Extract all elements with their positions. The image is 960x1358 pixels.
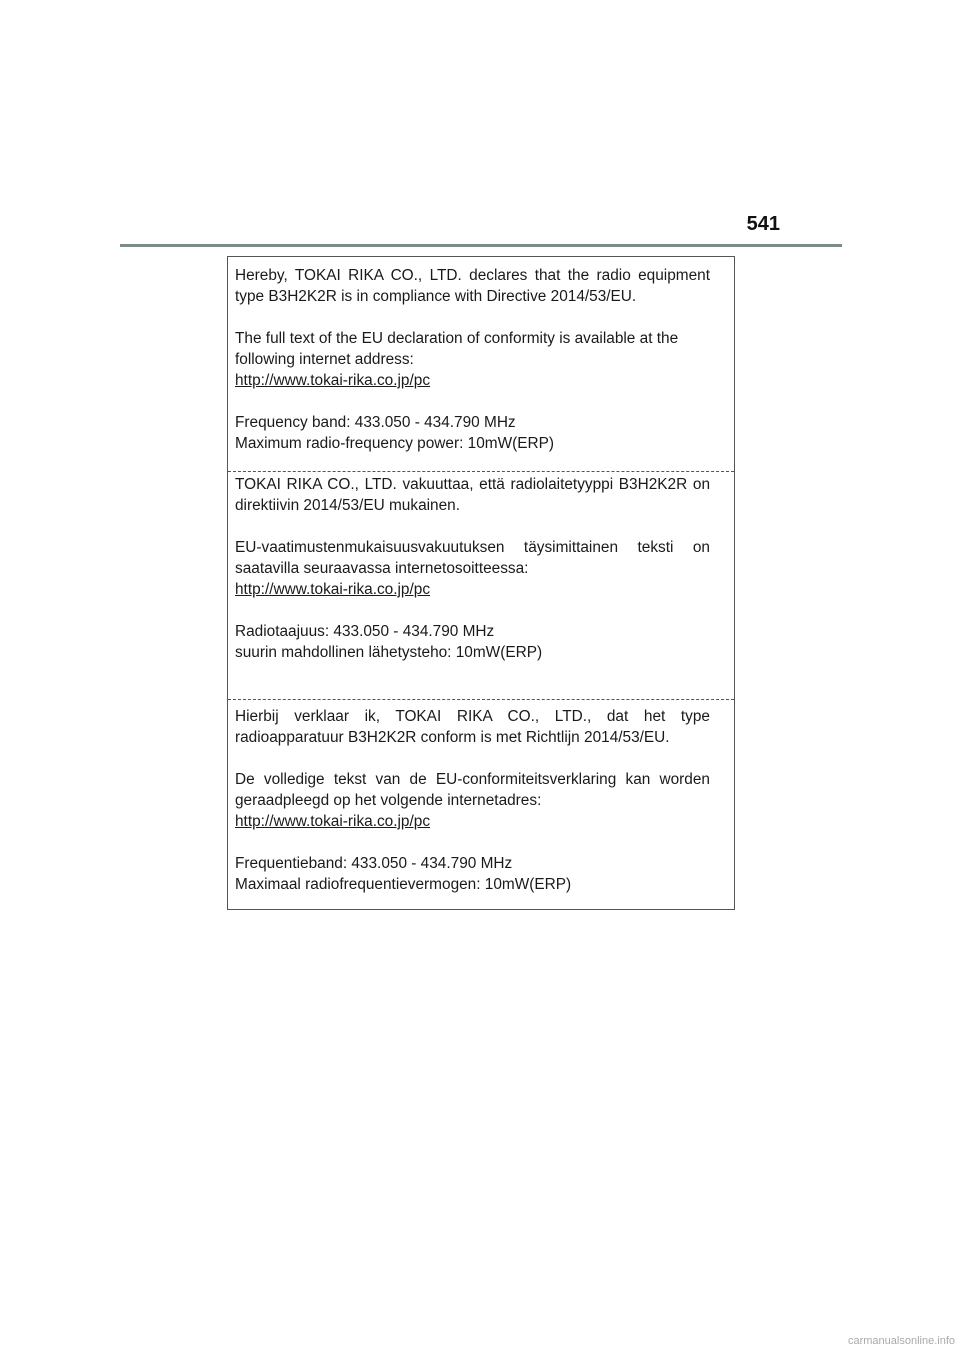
declaration-url-link[interactable]: http://www.tokai-rika.co.jp/pc <box>235 581 431 598</box>
max-power: Maximaal radiofrequentievermogen: 10mW(ERP) <box>235 876 572 893</box>
watermark: carmanualsonline.info <box>847 1335 955 1347</box>
declaration-section-finnish <box>228 474 734 700</box>
declaration-availability <box>235 537 710 600</box>
declaration-specs <box>235 621 710 663</box>
declaration-box <box>227 256 735 910</box>
declaration-section-english <box>228 265 734 472</box>
availability-line: EU-vaatimustenmukaisuusvakuutuksen täysimittainen teksti on <box>235 539 710 556</box>
availability-line: saatavilla seuraavassa internetosoitteessa: <box>235 560 529 577</box>
declaration-url-link[interactable]: http://www.tokai-rika.co.jp/pc <box>235 813 431 830</box>
header-rule <box>120 244 842 247</box>
declaration-specs <box>235 853 710 895</box>
frequency-band: Frequentieband: 433.050 - 434.790 MHz <box>235 855 513 872</box>
page-number: 541 <box>746 213 780 235</box>
availability-line: geraadpleegd op het volgende internetadres: <box>235 792 542 809</box>
declaration-intro: Hereby, TOKAI RIKA CO., LTD. declares that the radio equipment type B3H2K2R is in compliance with Directive 2014/53/EU. <box>235 267 710 305</box>
availability-line: The full text of the EU declaration of conformity is available at the <box>235 330 679 347</box>
frequency-band: Radiotaajuus: 433.050 - 434.790 MHz <box>235 623 495 640</box>
declaration-intro: Hierbij verklaar ik, TOKAI RIKA CO., LTD., dat het type radioapparatuur B3H2K2R conform is met Richtlijn 2014/53/EU. <box>235 708 710 746</box>
declaration-intro: TOKAI RIKA CO., LTD. vakuuttaa, että radiolaitetyyppi B3H2K2R on direktiivin 2014/53/EU mukainen. <box>235 476 710 514</box>
declaration-availability <box>235 328 710 391</box>
max-power: Maximum radio-frequency power: 10mW(ERP) <box>235 435 555 452</box>
availability-line: following internet address: <box>235 351 414 368</box>
declaration-availability <box>235 769 710 832</box>
max-power: suurin mahdollinen lähetysteho: 10mW(ERP) <box>235 644 543 661</box>
frequency-band: Frequency band: 433.050 - 434.790 MHz <box>235 414 516 431</box>
availability-line: De volledige tekst van de EU-conformiteitsverklaring kan worden <box>235 771 710 788</box>
declaration-section-dutch <box>228 706 734 911</box>
declaration-specs <box>235 412 710 454</box>
declaration-url-link[interactable]: http://www.tokai-rika.co.jp/pc <box>235 372 431 389</box>
